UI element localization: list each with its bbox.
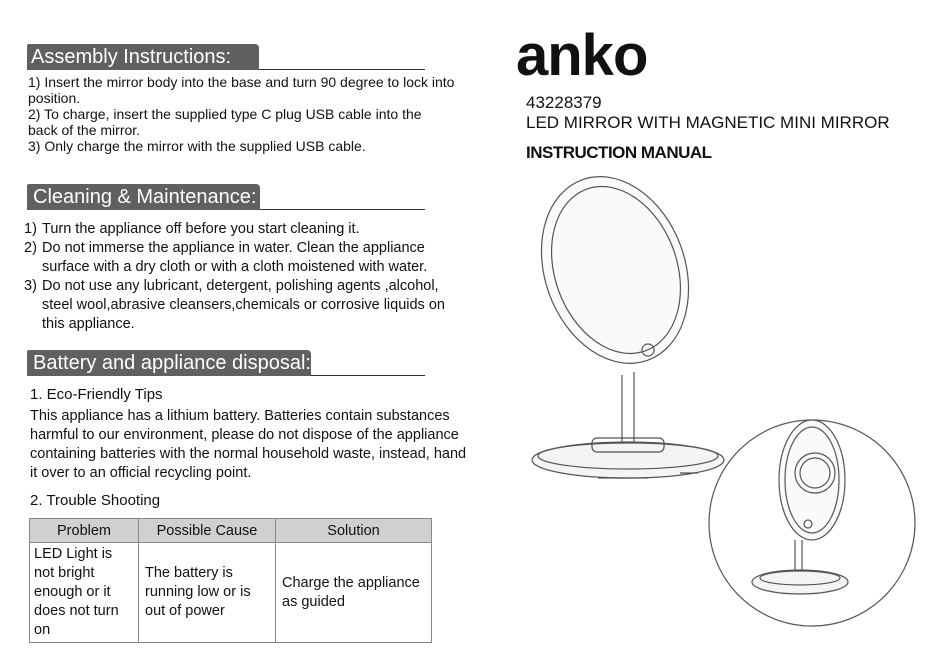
table-cell: Charge the appliance as guided <box>276 543 432 643</box>
brand-logo: anko <box>516 23 648 88</box>
assembly-line: 2) To charge, insert the supplied type C plug USB cable into the <box>28 106 422 122</box>
assembly-line: 3) Only charge the mirror with the supplied USB cable. <box>28 138 366 154</box>
trouble-shooting-title: 2. Trouble Shooting <box>30 492 161 509</box>
item-number: 3) <box>24 278 37 294</box>
column-header: Possible Cause <box>139 519 276 543</box>
manual-title: INSTRUCTION MANUAL <box>526 143 712 162</box>
assembly-line: position. <box>28 90 81 106</box>
item-text: Turn the appliance off before you start cleaning it. <box>42 221 360 237</box>
table-cell: LED Light is not bright enough or it does not turn on <box>30 543 139 643</box>
table-cell: The battery is running low or is out of power <box>139 543 276 643</box>
item-text: Do not immerse the appliance in water. Clean the appliance surface with a dry cloth or with a cloth moistened with water. <box>42 240 428 275</box>
column-header: Solution <box>276 519 432 543</box>
eco-tips-title: 1. Eco-Friendly Tips <box>30 386 163 403</box>
column-header: Problem <box>30 519 139 543</box>
assembly-header: Assembly Instructions: <box>27 44 259 70</box>
item-number: 1) <box>24 221 37 237</box>
item-number: 2) <box>24 240 37 256</box>
eco-tips-text: This appliance has a lithium battery. Batteries contain substances harmful to our environment, please do not dispose of the appliance containing batteries with the normal household waste, instead, hand it over to an official recycling point. <box>30 408 467 481</box>
assembly-line: 1) Insert the mirror body into the base and turn 90 degree to lock into <box>28 74 455 90</box>
product-name: LED MIRROR WITH MAGNETIC MINI MIRROR <box>526 113 890 132</box>
cleaning-header: Cleaning & Maintenance: <box>27 184 260 210</box>
assembly-line: back of the mirror. <box>28 122 141 138</box>
model-number: 43228379 <box>526 93 602 112</box>
disposal-header: Battery and appliance disposal: <box>27 350 311 376</box>
mirror-frame <box>516 156 713 384</box>
item-text: Do not use any lubricant, detergent, polishing agents ,alcohol, steel wool,abrasive cleansers,chemicals or corrosive liquids on this appliance. <box>42 278 445 332</box>
